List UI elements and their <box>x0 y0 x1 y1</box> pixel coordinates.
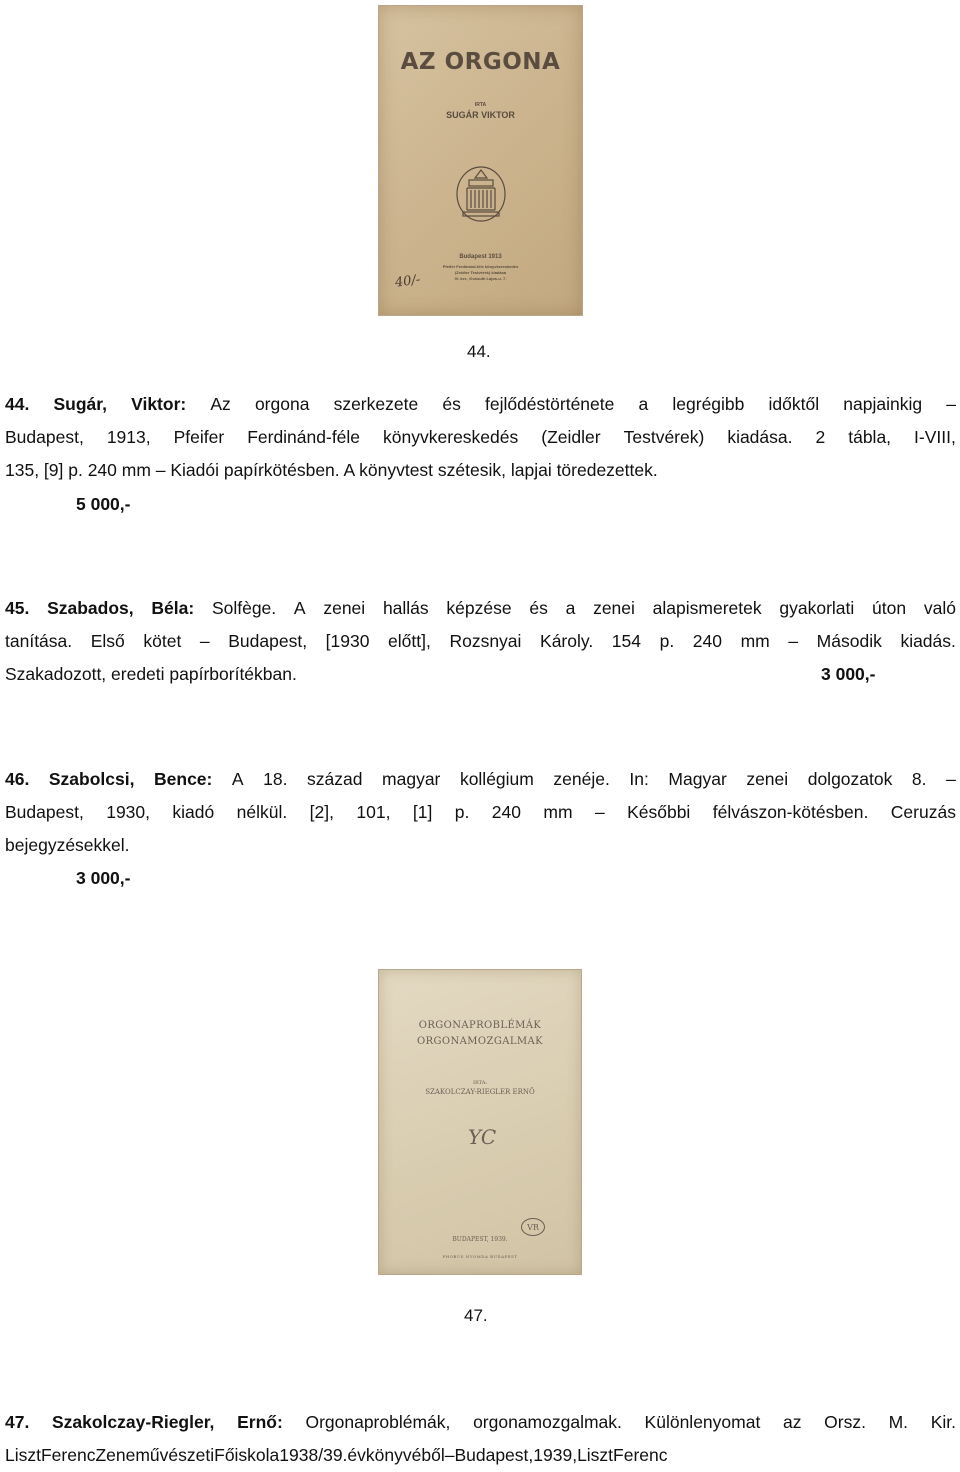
entry-word: Liszt <box>5 1445 41 1465</box>
entry-word: Ferenc <box>40 1445 96 1465</box>
entry-word: 47. <box>5 1412 30 1432</box>
entry-word: kiadása. <box>727 427 793 447</box>
entry-word: az <box>782 1412 802 1432</box>
book-cover-image-44 <box>378 5 583 316</box>
entry-line <box>5 592 956 625</box>
entry-price: 3 000,- <box>76 868 131 888</box>
entry-word: [2], <box>309 802 334 822</box>
entry-word: 44. <box>5 394 30 414</box>
cover-irta: IRTA: <box>472 1080 487 1086</box>
entry-line <box>5 625 956 658</box>
entry-word: Bence: <box>154 769 213 789</box>
entry-word: 240 <box>491 802 521 822</box>
cover-city-year: BUDAPEST, 1939. <box>452 1236 508 1243</box>
cover-irta: IRTA <box>474 102 487 108</box>
entry-word: Főiskola <box>214 1445 280 1465</box>
entry-word: kötet <box>143 631 182 651</box>
cover-printer: PHOBUS NYOMDA BUDAPEST <box>442 1254 518 1259</box>
entry-word: tábla, <box>848 427 892 447</box>
entry-word: Orgonaproblémák, <box>305 1412 451 1432</box>
entry-word: 2 <box>815 427 826 447</box>
image-caption: 47. <box>464 1306 488 1325</box>
entry-word: kiadó <box>172 802 215 822</box>
entry-word: Ernő: <box>237 1412 283 1432</box>
cover-author: SZAKOLCZAY-RIEGLER ERNŐ <box>425 1088 535 1096</box>
entry-word: időktől <box>768 394 820 414</box>
entry-word: kollégium <box>459 769 534 789</box>
entry-word: Budapest, <box>454 1445 534 1465</box>
entry-word: Pfeifer <box>173 427 225 447</box>
entry-word: Szabolcsi, <box>48 769 135 789</box>
entry-word: Testvérek) <box>623 427 705 447</box>
catalog-entry <box>5 388 956 487</box>
entry-word: napjainkig <box>843 394 923 414</box>
entry-word: mm <box>740 631 770 651</box>
cover-monogram: YC <box>468 1125 497 1149</box>
entry-word: és <box>529 598 548 618</box>
entry-word: orgona <box>254 394 310 414</box>
entry-word: – <box>444 1445 455 1465</box>
entry-word: p. <box>454 802 470 822</box>
entry-word: zenei <box>323 598 366 618</box>
entry-word: fejlődéstörténete <box>484 394 615 414</box>
entry-word: – <box>594 802 605 822</box>
entry-word: 1939, <box>533 1445 578 1465</box>
entry-word: 1913, <box>106 427 151 447</box>
entry-word: 1930, <box>106 802 151 822</box>
entry-word: Budapest, <box>5 802 84 822</box>
entry-word: – <box>946 769 956 789</box>
entry-word: Szakadozott, eredeti papírborítékban. <box>5 664 297 684</box>
entry-word: félvászon-kötésben. <box>712 802 869 822</box>
entry-word: 101, <box>356 802 391 822</box>
entry-word: Béla: <box>151 598 195 618</box>
entry-word: legrégibb <box>672 394 745 414</box>
entry-word: (Zeidler <box>541 427 601 447</box>
entry-line <box>5 454 956 487</box>
entry-price: 3 000,- <box>821 664 876 684</box>
entry-word: 46. <box>5 769 30 789</box>
entry-word: képzése <box>446 598 512 618</box>
entry-word: A <box>293 598 306 618</box>
entry-word: nélkül. <box>236 802 288 822</box>
entry-word: Budapest, <box>5 427 84 447</box>
entry-word: század <box>307 769 363 789</box>
entry-word: 1938/39. <box>279 1445 348 1465</box>
entry-word: Sugár, <box>53 394 107 414</box>
entry-word: [1930 <box>325 631 370 651</box>
entry-line <box>5 763 956 796</box>
entry-word: Ceruzás <box>890 802 956 822</box>
entry-word: Szakolczay-Riegler, <box>51 1412 215 1432</box>
cover-publisher-line: (Zeidler Testvérek) kiadása <box>454 270 507 275</box>
entry-word: Liszt <box>577 1445 614 1465</box>
entry-word: alapismeretek <box>652 598 762 618</box>
entry-word: Szabados, <box>47 598 134 618</box>
entry-line <box>5 388 956 421</box>
entry-word: szerkezete <box>333 394 419 414</box>
entry-word: könyvkereskedés <box>383 427 519 447</box>
entry-word: Különlenyomat <box>644 1412 761 1432</box>
entry-word: Ferenc <box>613 1445 668 1465</box>
entry-word: magyar <box>382 769 441 789</box>
catalog-entry <box>5 592 956 691</box>
entry-word: In: <box>629 769 649 789</box>
entry-word: 18. <box>263 769 288 789</box>
entry-word: Az <box>210 394 231 414</box>
catalog-entry <box>5 763 956 862</box>
entry-word: és <box>442 394 461 414</box>
book-cover-image-47 <box>378 969 582 1275</box>
entry-word: – <box>788 631 799 651</box>
cover-title: AZ ORGONA <box>400 49 561 75</box>
entry-price: 5 000,- <box>76 494 131 514</box>
entry-word: zenéje. <box>553 769 610 789</box>
handwritten-price: 40/- <box>394 272 422 291</box>
image-caption: 44. <box>467 342 491 361</box>
entry-word: M. <box>888 1412 909 1432</box>
entry-word: gyakorlati <box>779 598 855 618</box>
entry-word: Rozsnyai <box>449 631 522 651</box>
entry-word: – <box>199 631 210 651</box>
entry-word: orgonamozgalmak. <box>473 1412 622 1432</box>
entry-word: a <box>565 598 576 618</box>
entry-word: való <box>923 598 956 618</box>
entry-word: a <box>638 394 649 414</box>
entry-word: 45. <box>5 598 30 618</box>
entry-word: 154 <box>611 631 641 651</box>
entry-word: zenei <box>593 598 635 618</box>
entry-word: 135, [9] p. 240 mm – Kiadói papírkötésben. A könyvtest szétesik, lapjai töredezettek. <box>5 460 658 480</box>
entry-word: Első <box>90 631 125 651</box>
entry-word: Második <box>816 631 882 651</box>
entry-word: Későbbi <box>627 802 691 822</box>
cover-title: ORGONAMOZGALMAK <box>416 1036 544 1047</box>
cover-title: ORGONAPROBLÉMÁK <box>418 1020 542 1031</box>
catalog-entry <box>5 1406 956 1472</box>
entry-word: úton <box>872 598 907 618</box>
entry-word: Budapest, <box>228 631 308 651</box>
entry-word: [1] <box>412 802 433 822</box>
entry-line <box>5 1439 956 1472</box>
entry-line <box>5 829 956 862</box>
entry-word: bejegyzésekkel. <box>5 835 130 855</box>
entry-word: A <box>231 769 244 789</box>
library-stamp: VR <box>521 1218 545 1236</box>
cover-city-year: Budapest 1913 <box>459 254 502 260</box>
entry-word: – <box>946 394 956 414</box>
entry-line <box>5 796 956 829</box>
cover-publisher-line: Pfeifer Ferdinánd-féle könyvkereskedés <box>442 264 519 269</box>
entry-word: előtt], <box>388 631 431 651</box>
entry-word: Solfège. <box>211 598 277 618</box>
organ-emblem-icon <box>451 164 511 224</box>
entry-word: évkönyvéből <box>347 1445 445 1465</box>
entry-word: hallás <box>382 598 429 618</box>
entry-word: I-VIII, <box>914 427 956 447</box>
entry-word: p. <box>659 631 675 651</box>
entry-line <box>5 658 956 691</box>
entry-line <box>5 1406 956 1439</box>
entry-word: kiadás. <box>900 631 956 651</box>
cover-author: SUGÁR VIKTOR <box>446 110 515 120</box>
entry-word: 240 <box>692 631 722 651</box>
entry-word: Orsz. <box>824 1412 866 1432</box>
entry-word: Károly. <box>540 631 594 651</box>
entry-word: Viktor: <box>131 394 187 414</box>
entry-word: dolgozatok <box>807 769 893 789</box>
entry-word: zenei <box>746 769 789 789</box>
entry-word: mm <box>543 802 573 822</box>
entry-word: Ferdinánd-féle <box>247 427 361 447</box>
entry-line <box>5 421 956 454</box>
cover-publisher-line: IV. ker., Kossuth Lajos-u. 7. <box>454 276 507 281</box>
entry-word: Magyar <box>668 769 727 789</box>
entry-word: 8. <box>911 769 927 789</box>
entry-word: tanítása. <box>5 631 73 651</box>
entry-word: Kir. <box>930 1412 956 1432</box>
entry-word: Zeneművészeti <box>95 1445 215 1465</box>
